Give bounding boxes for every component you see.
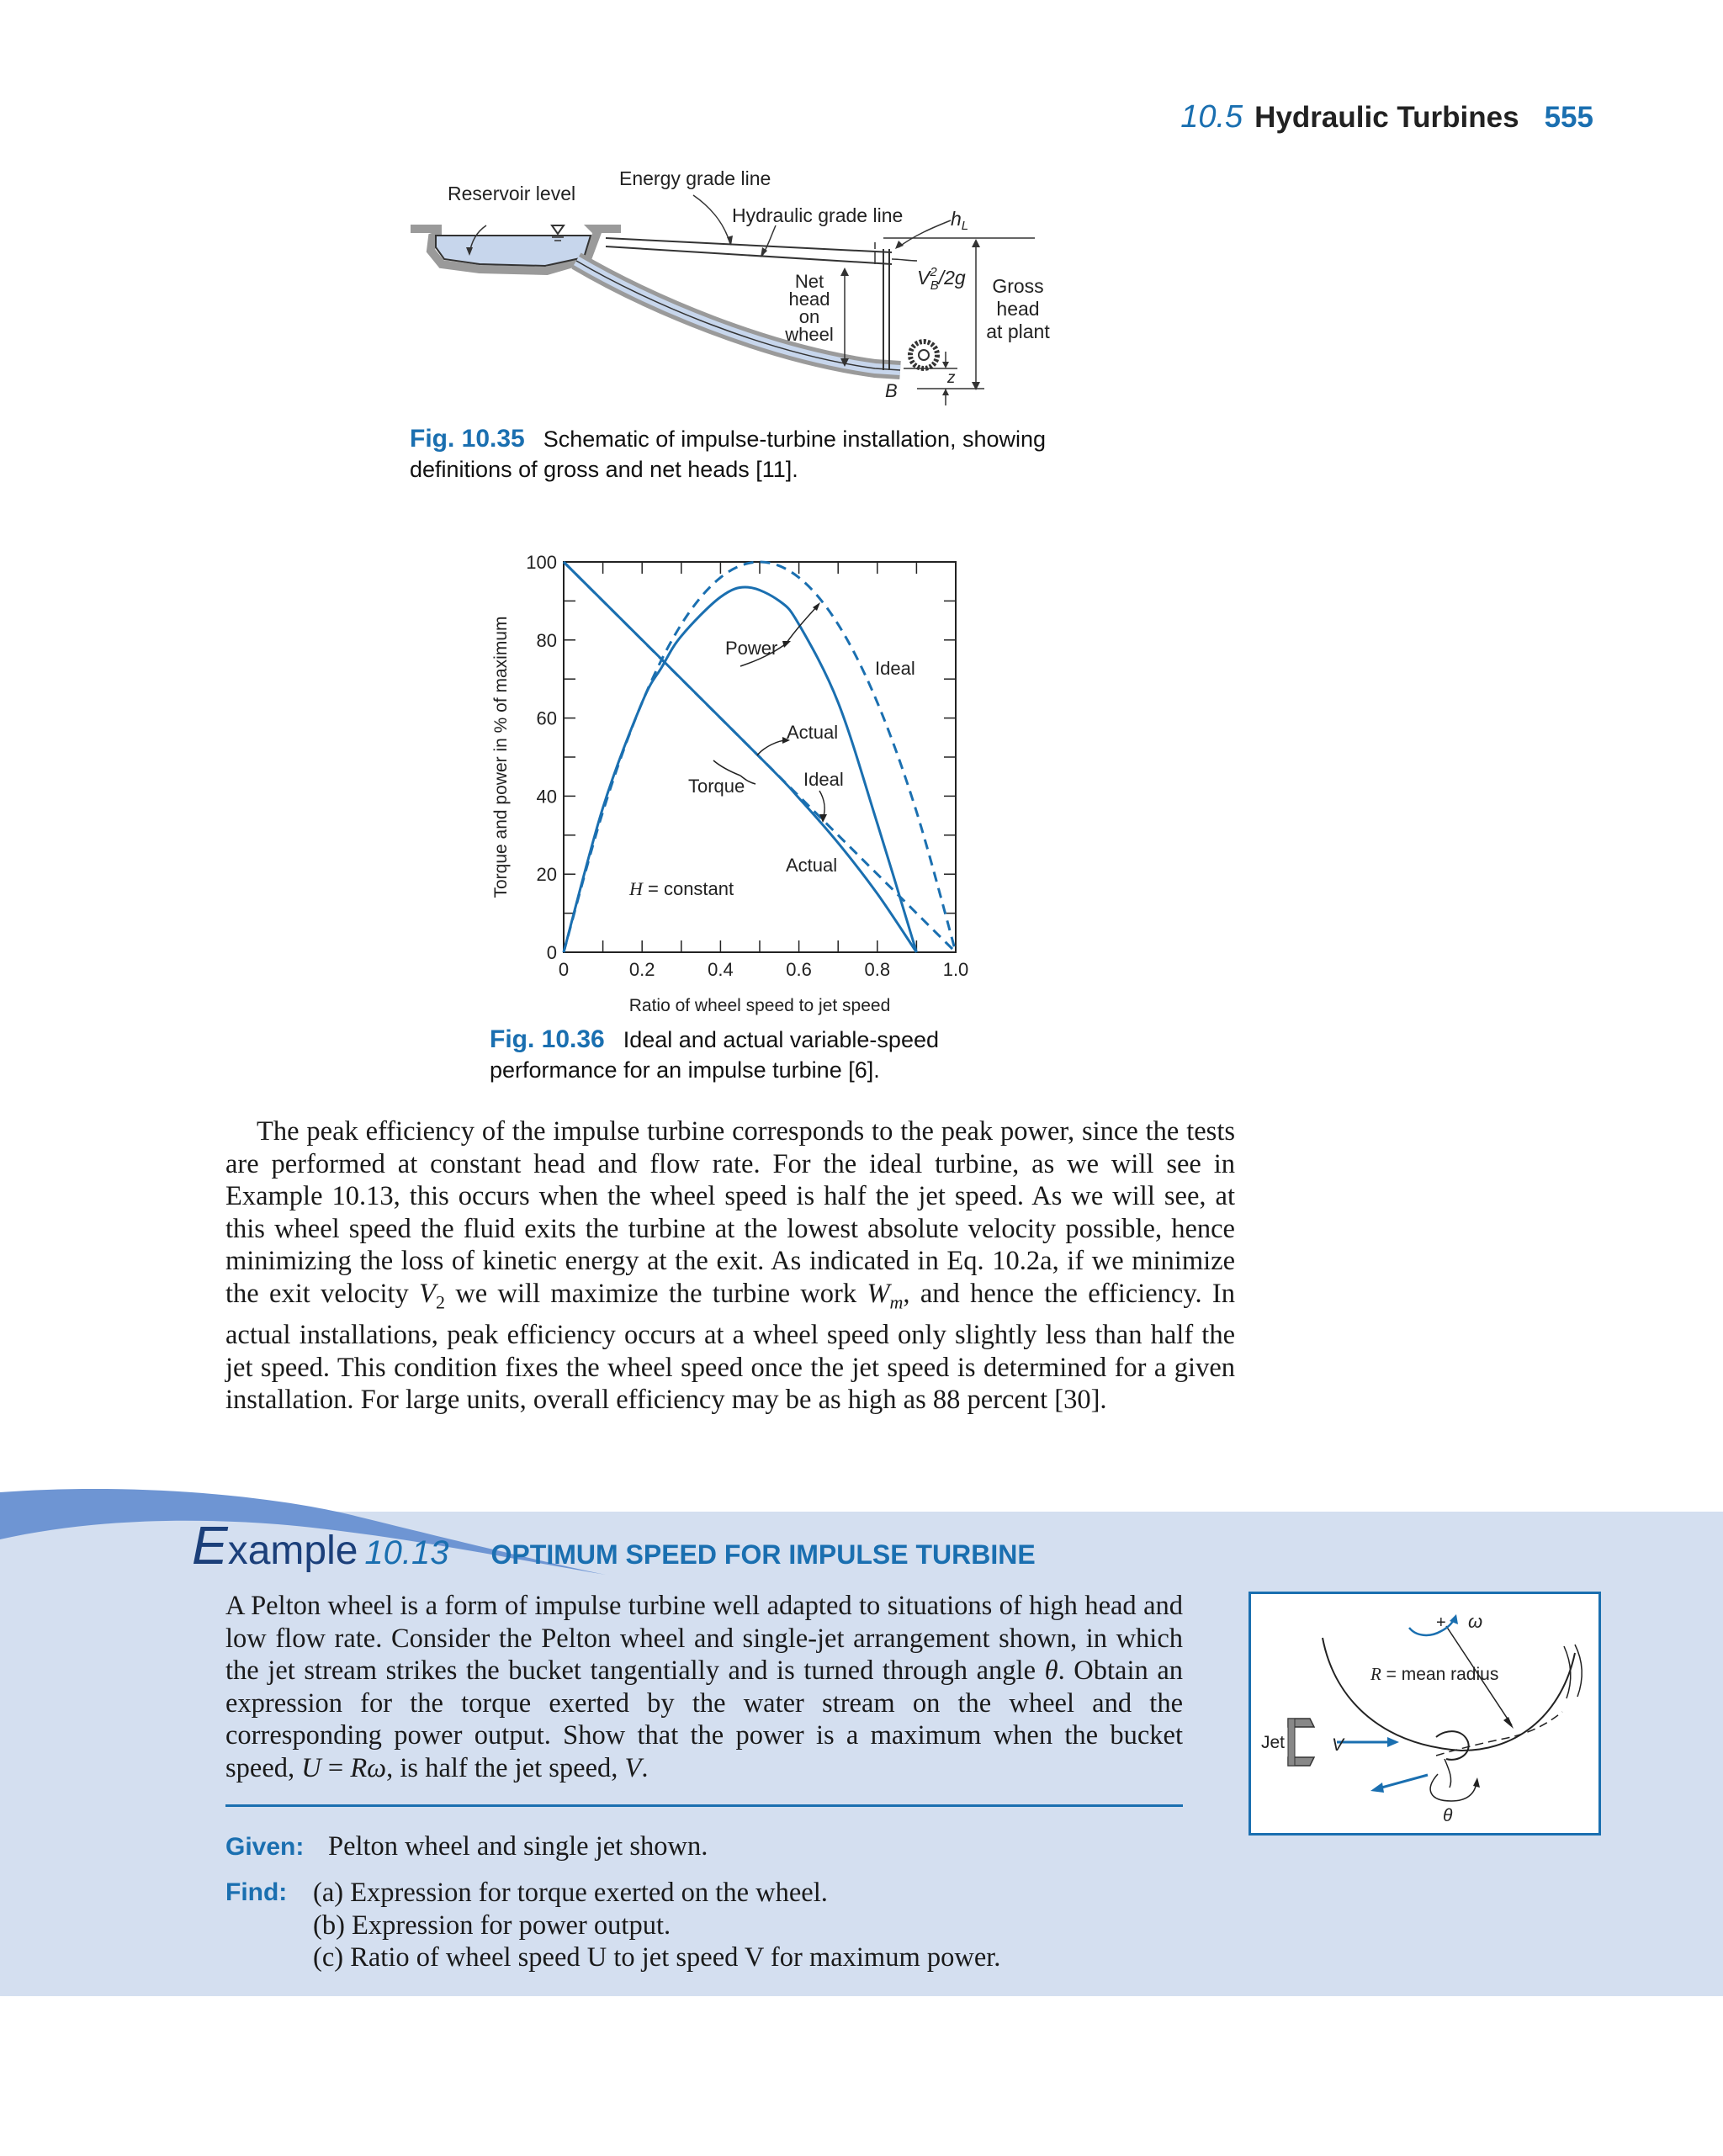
exit-velocity-arrow bbox=[1376, 1775, 1428, 1789]
v-label: V bbox=[1332, 1735, 1344, 1755]
bucket bbox=[1436, 1731, 1469, 1760]
y-tick-label: 40 bbox=[536, 786, 557, 808]
x-tick-label: 0.2 bbox=[628, 959, 655, 980]
hydraulic-grade-line bbox=[606, 246, 892, 264]
body-paragraph: The peak efficiency of the impulse turbine corresponds to the peak power, since the tests are performed at constant head and flow rate. For the ideal turbine, as we will see in Example 10.13, this occurs when the wheel speed is half the jet speed. As we will see, at this wheel speed the fluid exits the turbine at the lowest absolute velocity possible, hence minimizing the loss of kinetic energy at the exit. As indicated in Eq. 10.2a, if we minimize the exit velocity $V_2$ we will maximize the turbine work $W_m$, and hence the efficiency. In actual installations, peak efficiency occurs at a wheel speed only slightly less than half the jet speed. This condition fixes the wheel speed once the jet speed is determined for a given installation. For large units, overall efficiency may be as high as 88 percent [30]. bbox=[225, 1116, 1236, 1416]
energy-grade-line bbox=[606, 238, 892, 252]
net-head-label-1: Net bbox=[794, 271, 824, 292]
problem-statement: A Pelton wheel is a form of impulse turbine well adapted to situations of high head and low flow rate. Consider the Pelton wheel and single-jet arrangement shown, in which the jet stream strikes the bucket tangentially and is turned through angle θ. Obtain an expression for the torque exerted by the water stream on the wheel and the corresponding power output. Show that the power is a maximum when the bucket speed, U = Rω, is half the jet speed, V. bbox=[225, 1591, 1183, 1783]
running-head bbox=[1180, 99, 1593, 135]
fig-10-36-chart bbox=[488, 538, 993, 1026]
x-tick-label: 1.0 bbox=[942, 959, 969, 980]
page-number: 555 bbox=[1544, 101, 1593, 134]
find-item-c: (c) Ratio of wheel speed U to jet speed V for maximum power. bbox=[313, 1942, 1001, 1973]
fig-10-36-number: Fig. 10.36 bbox=[490, 1025, 605, 1053]
fig-10-36-text: Ideal and actual variable-speed performance for an impulse turbine [6]. bbox=[490, 1027, 939, 1083]
find-item-b: (b) Expression for power output. bbox=[313, 1910, 671, 1941]
penstock-casing bbox=[576, 261, 900, 370]
water-level-symbol bbox=[552, 225, 564, 234]
x-tick-label: 0 bbox=[558, 959, 570, 980]
omega-label: ω bbox=[1468, 1611, 1483, 1632]
pelton-diagram bbox=[1251, 1594, 1598, 1833]
y-tick-label: 20 bbox=[536, 864, 557, 886]
z-label: z bbox=[947, 369, 956, 387]
find-label: Find: bbox=[225, 1878, 288, 1906]
v2-symbol: $V_2$ bbox=[419, 1278, 445, 1313]
fig-10-35-caption bbox=[410, 424, 1049, 485]
net-head-label-3: on bbox=[798, 306, 820, 327]
gross-head-label-3: at plant bbox=[986, 320, 1050, 342]
power-annotation: Power bbox=[725, 638, 778, 659]
hydraulic-grade-line-label: Hydraulic grade line bbox=[732, 204, 904, 226]
find-block bbox=[225, 1877, 1235, 1974]
ideal-torque-annotation: Ideal bbox=[803, 769, 844, 790]
example-title: OPTIMUM SPEED FOR IMPULSE TURBINE bbox=[490, 1539, 1036, 1570]
x-tick-label: 0.4 bbox=[708, 959, 734, 980]
fig-10-35-number: Fig. 10.35 bbox=[410, 425, 525, 453]
x-tick-label: 0.8 bbox=[864, 959, 891, 980]
y-tick-label: 60 bbox=[536, 707, 557, 729]
gross-head-label-2: head bbox=[996, 298, 1040, 320]
jet-label: Jet bbox=[1261, 1733, 1286, 1752]
section-number: 10.5 bbox=[1180, 99, 1243, 135]
wm-symbol: $W_m$ bbox=[867, 1278, 904, 1313]
x-axis-label: Ratio of wheel speed to jet speed bbox=[628, 996, 891, 1015]
actual-torque-annotation: Actual bbox=[786, 855, 838, 876]
reservoir-water bbox=[436, 236, 591, 266]
fig-10-35-text: Schematic of impulse-turbine installation, showing definitions of gross and net heads [11]. bbox=[410, 426, 1047, 482]
torque-annotation: Torque bbox=[688, 776, 745, 797]
pelton-diagram-box bbox=[1249, 1592, 1601, 1836]
find-item-a: (a) Expression for torque exerted on the wheel. bbox=[313, 1878, 828, 1908]
turbine-wheel bbox=[910, 342, 937, 368]
fig-10-35-diagram bbox=[395, 160, 1102, 412]
y-tick-label: 0 bbox=[546, 942, 557, 963]
mean-radius-label: R = mean radius bbox=[1370, 1664, 1499, 1684]
h-constant-annotation: H = constant bbox=[629, 878, 734, 899]
y-tick-label: 80 bbox=[536, 629, 557, 651]
net-head-label-2: head bbox=[788, 289, 830, 310]
point-b-label: B bbox=[885, 380, 898, 401]
theta-label: θ bbox=[1443, 1806, 1453, 1825]
example-heading bbox=[192, 1514, 1036, 1576]
vb2g-label: $V^2$ B/2g bbox=[917, 265, 966, 293]
y-axis-label: Torque and power in % of maximum bbox=[491, 616, 511, 898]
hl-label: $h_L$ bbox=[951, 208, 969, 233]
gross-head-label-1: Gross bbox=[992, 275, 1044, 297]
reservoir-level-label: Reservoir level bbox=[448, 183, 576, 204]
fig-10-36-caption bbox=[490, 1025, 1011, 1085]
section-title: Hydraulic Turbines bbox=[1254, 101, 1519, 134]
x-tick-label: 0.6 bbox=[786, 959, 812, 980]
given-line bbox=[225, 1830, 1235, 1864]
omega-arrow bbox=[1409, 1618, 1455, 1635]
ideal-power-annotation: Ideal bbox=[875, 658, 915, 679]
example-number: 10.13 bbox=[364, 1534, 449, 1571]
actual-power-annotation: Actual bbox=[787, 722, 839, 743]
y-tick-label: 100 bbox=[526, 552, 557, 573]
net-head-label-4: wheel bbox=[785, 324, 834, 345]
problem-divider bbox=[225, 1804, 1183, 1807]
given-label: Given: bbox=[225, 1833, 305, 1861]
example-word: Example bbox=[192, 1515, 358, 1576]
plus-label: + bbox=[1436, 1613, 1446, 1632]
given-text: Pelton wheel and single jet shown. bbox=[328, 1831, 708, 1862]
wheel-arc bbox=[1323, 1638, 1575, 1751]
theta-arc bbox=[1430, 1774, 1476, 1801]
energy-grade-line-label: Energy grade line bbox=[619, 167, 771, 189]
